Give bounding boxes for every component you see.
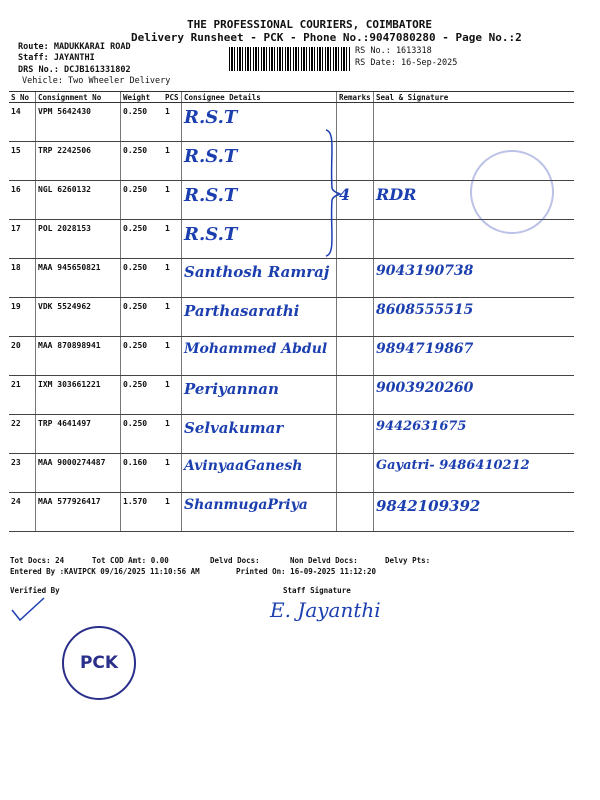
- rs-date: RS Date: 16-Sep-2025: [355, 58, 458, 68]
- row-consignee: ShanmugaPriya: [182, 493, 337, 532]
- row-remarks: [337, 415, 374, 454]
- row-pcs: 1: [163, 103, 182, 142]
- row-sno: 14: [9, 103, 36, 142]
- row-consignee: Selvakumar: [182, 415, 337, 454]
- row-consignment: MAA 945650821: [36, 259, 121, 298]
- staff-signature-label: Staff Signature: [283, 586, 351, 595]
- row-pcs: 1: [163, 142, 182, 181]
- row-remarks: [337, 298, 374, 337]
- table-row: [9, 259, 574, 298]
- row-consignment: MAA 870898941: [36, 337, 121, 376]
- row-consignment: NGL 6260132: [36, 181, 121, 220]
- row-remarks: [337, 454, 374, 493]
- row-weight: 0.250: [121, 298, 164, 337]
- row-weight: 0.250: [121, 259, 164, 298]
- row-pcs: 1: [163, 493, 182, 532]
- staff-signature-value: E. Jayanthi: [270, 598, 381, 622]
- printed-on: Printed On: 16-09-2025 11:12:20: [236, 567, 376, 576]
- row-sno: 21: [9, 376, 36, 415]
- row-consignee: R.S.T: [182, 181, 337, 220]
- company-title: THE PROFESSIONAL COURIERS, COIMBATORE: [187, 18, 433, 31]
- verified-by: Verified By: [10, 586, 60, 595]
- delvd-docs: Delvd Docs:: [210, 556, 260, 565]
- row-remarks: [337, 259, 374, 298]
- table-row: [9, 298, 574, 337]
- entered-by: Entered By :KAVIPCK 09/16/2025 11:10:56 AM: [10, 567, 200, 576]
- row-signature: [374, 103, 575, 142]
- verified-check-mark: [8, 596, 48, 626]
- row-weight: 1.570: [121, 493, 164, 532]
- table-row: [9, 415, 574, 454]
- route-label: Route: MADUKKARAI ROAD: [18, 42, 131, 52]
- row-pcs: 1: [163, 337, 182, 376]
- row-weight: 0.160: [121, 454, 164, 493]
- row-signature: 9442631675: [374, 415, 575, 454]
- row-consignment: TRP 4641497: [36, 415, 121, 454]
- row-consignee: Mohammed Abdul: [182, 337, 337, 376]
- row-weight: 0.250: [121, 376, 164, 415]
- row-consignment: MAA 9000274487: [36, 454, 121, 493]
- row-sno: 23: [9, 454, 36, 493]
- row-pcs: 1: [163, 376, 182, 415]
- row-signature: 9043190738: [374, 259, 575, 298]
- row-remarks: [337, 220, 374, 259]
- row-consignment: IXM 303661221: [36, 376, 121, 415]
- row-signature: [374, 220, 575, 259]
- row-signature: 8608555515: [374, 298, 575, 337]
- rs-number: RS No.: 1613318: [355, 46, 432, 56]
- row-consignment: MAA 577926417: [36, 493, 121, 532]
- table-row: [9, 376, 574, 415]
- delvy-pts: Delvy Pts:: [385, 556, 431, 565]
- row-weight: 0.250: [121, 181, 164, 220]
- row-consignee: AvinyaaGanesh: [182, 454, 337, 493]
- row-pcs: 1: [163, 220, 182, 259]
- table-row: [9, 454, 574, 493]
- table-row: [9, 493, 574, 532]
- row-consignment: VPM 5642430: [36, 103, 121, 142]
- row-sno: 18: [9, 259, 36, 298]
- row-signature: RDR: [374, 181, 575, 220]
- row-weight: 0.250: [121, 415, 164, 454]
- row-pcs: 1: [163, 415, 182, 454]
- faint-seal-stamp: [470, 150, 554, 234]
- runsheet-subtitle: Delivery Runsheet - PCK - Phone No.:9047080280 - Page No.:2: [131, 31, 522, 44]
- row-sno: 19: [9, 298, 36, 337]
- non-delvd-docs: Non Delvd Docs:: [290, 556, 358, 565]
- row-sno: 17: [9, 220, 36, 259]
- row-consignee: Periyannan: [182, 376, 337, 415]
- col-sno: S No: [9, 92, 36, 103]
- row-consignee: R.S.T: [182, 103, 337, 142]
- col-remarks: Remarks: [337, 92, 374, 103]
- row-consignment: VDK 5524962: [36, 298, 121, 337]
- row-pcs: 1: [163, 259, 182, 298]
- row-pcs: 1: [163, 181, 182, 220]
- row-signature: 9842109392: [374, 493, 575, 532]
- remarks-note: 4: [337, 181, 374, 220]
- col-seal: Seal & Signature: [374, 92, 575, 103]
- row-consignee: Parthasarathi: [182, 298, 337, 337]
- row-sno: 20: [9, 337, 36, 376]
- row-sno: 22: [9, 415, 36, 454]
- row-remarks: [337, 493, 374, 532]
- row-weight: 0.250: [121, 142, 164, 181]
- row-consignment: TRP 2242506: [36, 142, 121, 181]
- row-weight: 0.250: [121, 220, 164, 259]
- row-signature: Gayatri- 9486410212: [374, 454, 575, 493]
- table-row: [9, 337, 574, 376]
- staff-label: Staff: JAYANTHI: [18, 53, 95, 63]
- tot-docs: Tot Docs: 24: [10, 556, 65, 565]
- row-weight: 0.250: [121, 103, 164, 142]
- row-weight: 0.250: [121, 337, 164, 376]
- barcode: [229, 47, 351, 71]
- drs-number: DRS No.: DCJB161331802: [18, 65, 131, 75]
- row-pcs: 1: [163, 454, 182, 493]
- col-consignment: Consignment No: [36, 92, 121, 103]
- row-remarks: [337, 376, 374, 415]
- row-signature: 9894719867: [374, 337, 575, 376]
- table-row: [9, 103, 574, 142]
- row-sno: 15: [9, 142, 36, 181]
- brace-mark: [322, 128, 342, 258]
- row-consignee: Santhosh Ramraj: [182, 259, 337, 298]
- vehicle-label: Vehicle: Two Wheeler Delivery: [22, 76, 171, 86]
- col-consignee: Consignee Details: [182, 92, 337, 103]
- row-sno: 16: [9, 181, 36, 220]
- tot-cod: Tot COD Amt: 0.00: [92, 556, 169, 565]
- col-pcs: PCS: [163, 92, 182, 103]
- row-remarks: [337, 337, 374, 376]
- row-remarks: [337, 142, 374, 181]
- row-sno: 24: [9, 493, 36, 532]
- row-consignment: POL 2028153: [36, 220, 121, 259]
- pck-stamp: PCK: [62, 626, 136, 700]
- row-pcs: 1: [163, 298, 182, 337]
- row-signature: 9003920260: [374, 376, 575, 415]
- col-weight: Weight: [121, 92, 164, 103]
- table-header: [9, 92, 574, 103]
- row-consignee: R.S.T: [182, 220, 337, 259]
- row-remarks: [337, 103, 374, 142]
- row-consignee: R.S.T: [182, 142, 337, 181]
